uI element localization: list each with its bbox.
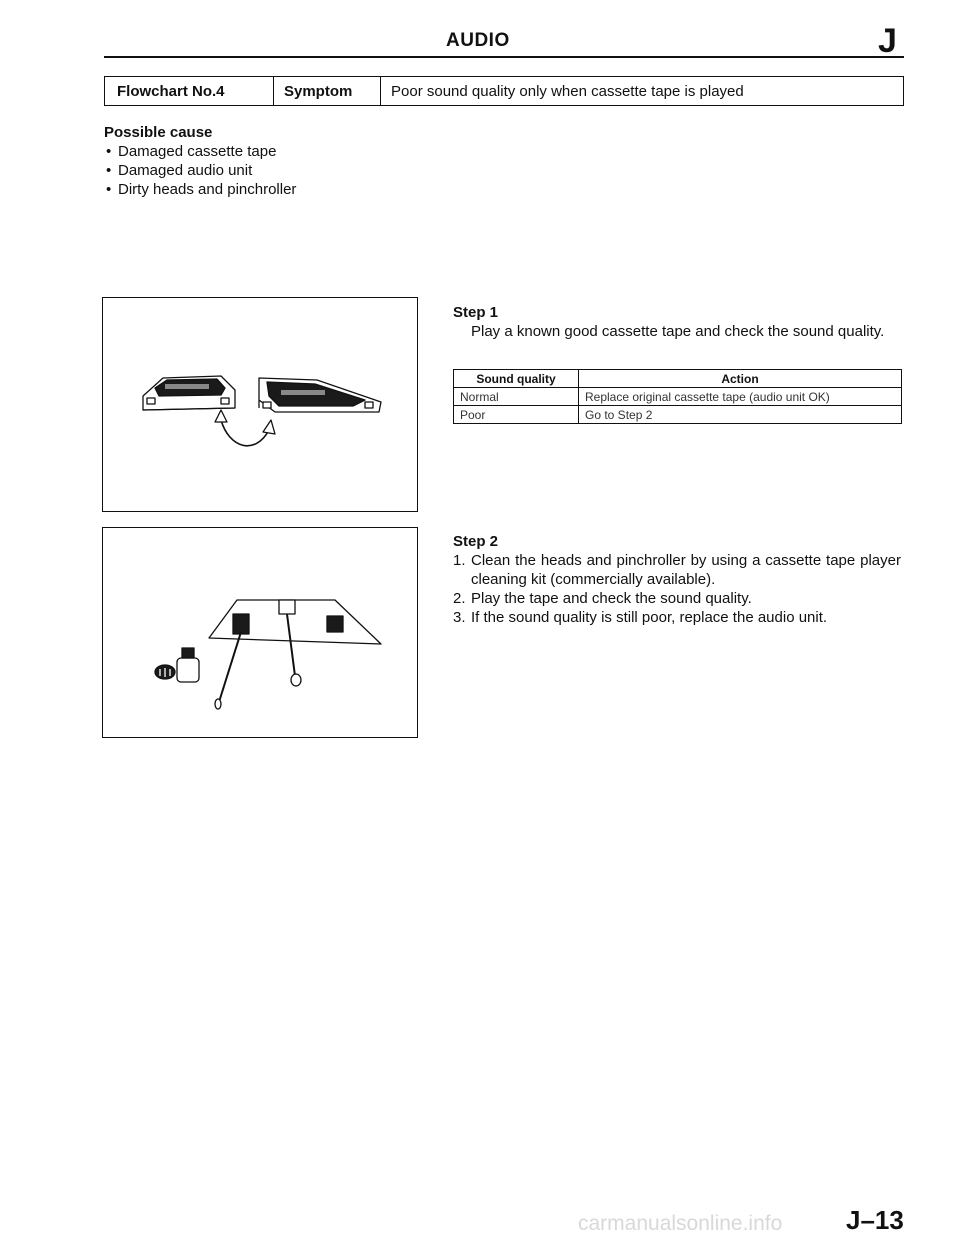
table-cell-quality: Poor (454, 406, 579, 424)
cleaning-kit-drawing (103, 528, 417, 737)
list-item-number: 1. (453, 552, 466, 569)
section-letter: J (878, 22, 897, 60)
step-2-title: Step 2 (453, 533, 499, 550)
flowchart-number: Flowchart No.4 (105, 77, 274, 105)
list-item (453, 608, 901, 627)
table-cell-action: Go to Step 2 (579, 406, 902, 424)
cotton-swab-icon (219, 632, 241, 702)
head-icon (233, 614, 249, 634)
list-item-text: Clean the heads and pinchroller by using a cassette tape player cleaning kit (commercially available). (471, 552, 901, 588)
pinchroller-icon (327, 616, 343, 632)
possible-cause-section (104, 123, 296, 199)
table-header-row (454, 370, 902, 388)
page-title: AUDIO (446, 30, 510, 51)
symptom-label: Symptom (274, 77, 381, 105)
table-header-sound-quality: Sound quality (454, 370, 579, 388)
list-item (453, 551, 901, 589)
cause-item: • Dirty heads and pinchroller (104, 180, 296, 199)
possible-cause-list (104, 142, 296, 199)
page-number: J–13 (846, 1205, 904, 1235)
step-1-table (453, 369, 902, 424)
list-item (453, 589, 901, 608)
cassette-swap-drawing (103, 298, 417, 511)
cause-item: • Damaged audio unit (104, 161, 296, 180)
table-cell-quality: Normal (454, 388, 579, 406)
list-item-text: Play the tape and check the sound quality. (471, 590, 752, 607)
table-row (454, 406, 902, 424)
cause-item: • Damaged cassette tape (104, 142, 296, 161)
list-item-number: 3. (453, 609, 466, 626)
list-item-text: If the sound quality is still poor, replace the audio unit. (471, 609, 828, 626)
cassette-swap-illustration (102, 297, 418, 512)
step-1-title: Step 1 (453, 304, 499, 321)
step-1-text: Play a known good cassette tape and check the sound quality. (471, 323, 885, 340)
flowchart-header (104, 76, 904, 106)
table-row (454, 388, 902, 406)
table-cell-action: Replace original cassette tape (audio unit OK) (579, 388, 902, 406)
symptom-description: Poor sound quality only when cassette tape is played (391, 82, 744, 100)
cleaning-fluid-bottle-icon (177, 658, 199, 682)
table-header-action: Action (579, 370, 902, 388)
header-rule (104, 56, 904, 58)
list-item-number: 2. (453, 590, 466, 607)
possible-cause-title: Possible cause (104, 124, 213, 141)
cleaning-kit-illustration (102, 527, 418, 738)
watermark: carmanualsonline.info (578, 1212, 783, 1235)
step-2-list (453, 551, 901, 627)
flip-arrow-icon (221, 420, 269, 446)
